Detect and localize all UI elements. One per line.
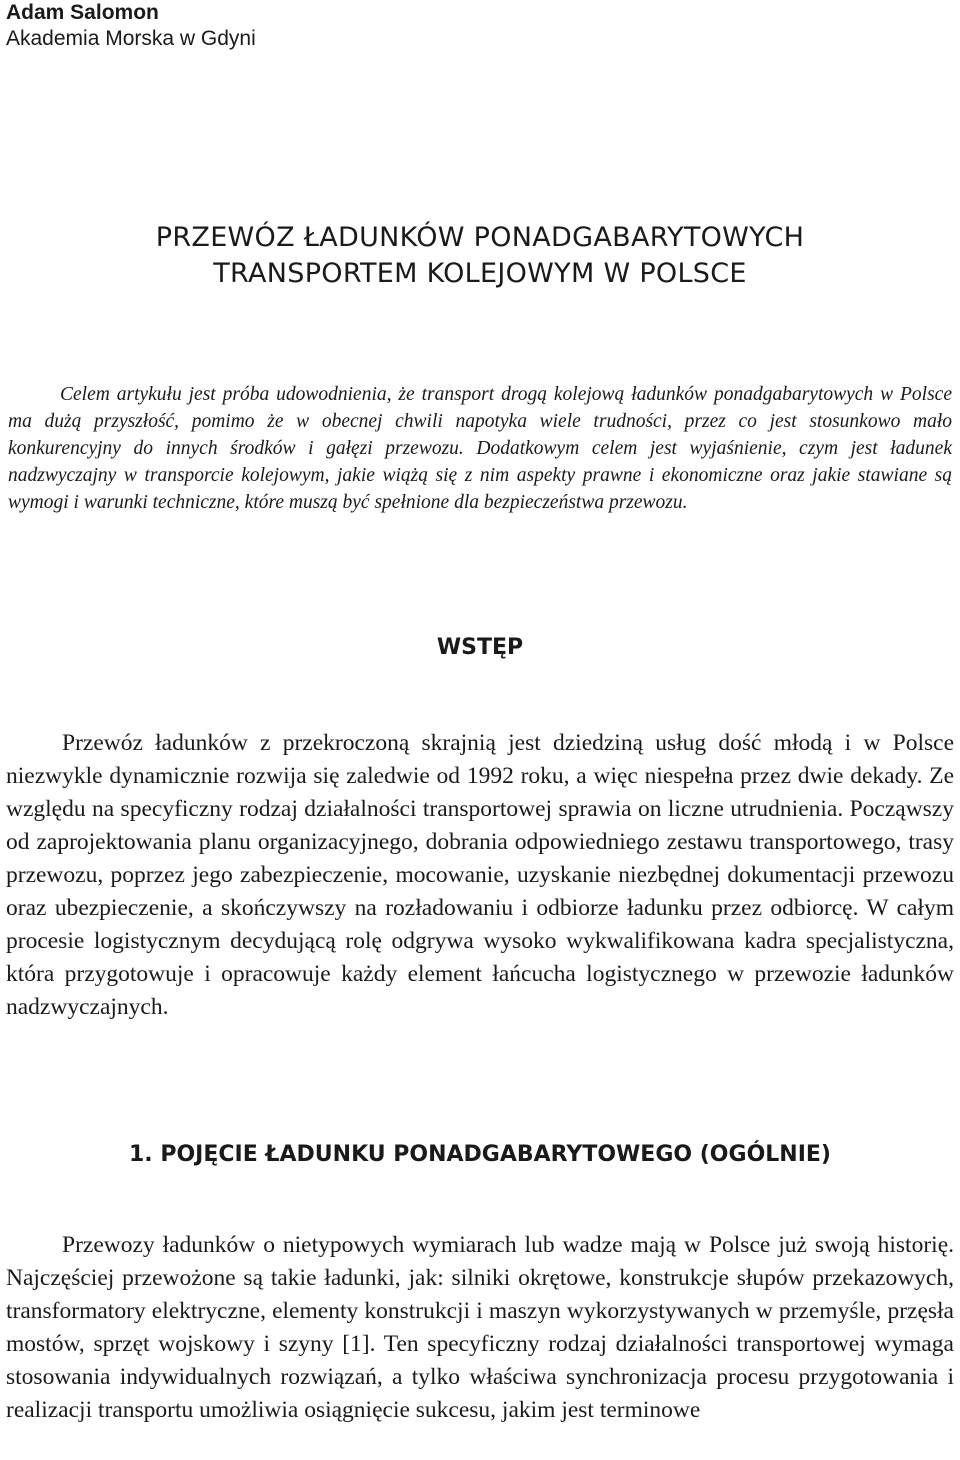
section-heading-intro: WSTĘP <box>436 635 524 660</box>
article-title <box>0 220 960 292</box>
article-title-line-2: TRANSPORTEM KOLEJOWYM W POLSCE <box>213 258 747 289</box>
abstract-paragraph: Celem artykułu jest próba udowodnienia, że transport drogą kolejową ładunków ponadgabarytowych w Polsce ma dużą przyszłość, pomimo że w obecnej chwili napotyka wiele trudności, przez co jest stosunkowo mało konkurencyjny do innych środków i gałęzi przewozu. Dodatkowym celem jest wyjaśnienie, czym jest ładunek nadzwyczajny w transporcie kolejowym, jakie wiążą się z nim aspekty prawne i ekonomiczne oraz jakie stawiane są wymogi i warunki techniczne, które muszą być spełnione dla bezpieczeństwa przewozu. <box>8 384 952 513</box>
author-block <box>6 0 256 52</box>
section-1-paragraph: Przewozy ładunków o nietypowych wymiarach lub wadze mają w Polsce już swoją historię. Najczęściej przewożone są takie ładunki, jak: silniki okrętowe, konstrukcje słupów przekazowych, transformatory elektryczne, elementy konstrukcji i maszyn wykorzystywanych w przemyśle, przęsła mostów, sprzęt wojskowy i szyny [1]. Ten specyficzny rodzaj działalności transportowej wymaga stosowania indywidualnych rozwiązań, a tylko właściwa synchronizacja procesu przygotowania i realizacji transportu umożliwia osiągnięcie sukcesu, jakim jest terminowe <box>6 1232 954 1423</box>
article-title-line-1: PRZEWÓZ ŁADUNKÓW PONADGABARYTOWYCH <box>155 222 805 253</box>
author-affiliation: Akademia Morska w Gdyni <box>6 27 256 50</box>
intro-paragraph: Przewóz ładunków z przekroczoną skrajnią jest dziedziną usług dość młodą i w Polsce niezwykle dynamicznie rozwija się zaledwie od 1992 roku, a więc niespełna przez dwie dekady. Ze względu na specyficzny rodzaj działalności transportowej sprawia on liczne utrudnienia. Począwszy od zaprojektowania planu organizacyjnego, dobrania odpowiedniego zestawu transportowego, trasy przewozu, poprzez jego zabezpieczenie, mocowanie, uzyskanie niezbędnej dokumentacji przewozu oraz ubezpieczenie, a skończywszy na rozładowaniu i odbiorze ładunku przez odbiorcę. W całym procesie logistycznym decydującą rolę odgrywa wysoko wykwalifikowana kadra specjalistyczna, która przygotowuje i opracowuje każdy element łańcucha logistycznego w przewozie ładunków nadzwyczajnych. <box>6 730 954 1020</box>
section-heading-1: 1. POJĘCIE ŁADUNKU PONADGABARYTOWEGO (OGÓLNIE) <box>129 1142 831 1167</box>
author-name: Adam Salomon <box>6 1 159 24</box>
